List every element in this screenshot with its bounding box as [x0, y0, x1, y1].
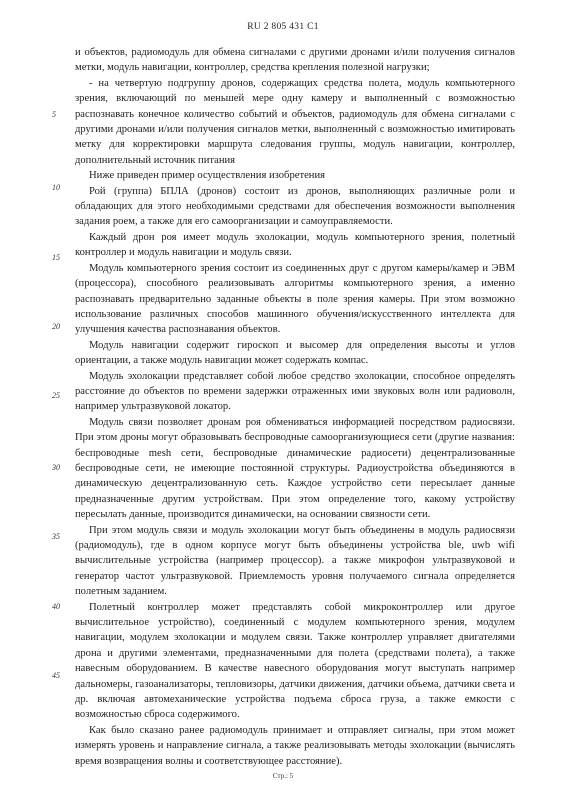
line-number: 40	[52, 602, 60, 611]
paragraph: Полетный контроллер может представлять собой микроконтроллер или другое вычислительное устройство), соединенный с модулем компьютерного зрения, модулем навигации, модулем эхолокации и модулем связи. Также контроллер управляет двигателями дрона и другими элементами, предназначенными для полета (средствами полета), а также навесным оборудованием. В качестве навесного оборудования могут выступать например дальномеры, газоанализаторы, тепловизоры, датчики движения, датчики объема, датчики света и др. включая автомеханические устройства подъема сброса груза, а также емкости с возможностью сброса содержимого.	[75, 601, 515, 721]
paragraph: Модуль эхолокации представляет собой любое средство эхолокации, способное определять расстояние до объектов по времени задержки отраженных ими звуковых волн или радиоволн, например ультразвуковой локатор.	[75, 370, 515, 413]
paragraph: Каждый дрон роя имеет модуль эхолокации, модуль компьютерного зрения, полетный контроллер и модуль навигации и модуль связи.	[75, 231, 515, 259]
paragraph: Ниже приведен пример осуществления изобретения	[89, 170, 325, 182]
paragraph: Модуль связи позволяет дронам роя обмениваться информацией посредством радиосвязи. При этом дроны могут образовывать беспроводные самоорганизующиеся сети (другие названия: беспроводные mesh сети, беспроводные динамические радиосети) децентрализованные беспроводные сети, не имеющие постоянной структуры. Радиоустройства объединяются в динамическую децентрализованную сеть. Каждое устройство сети пересылает данные предназначенные другим устройствам. При этом определение того, какому устройству пересылать данные, производится динамически, на основании связности сети.	[75, 416, 515, 521]
line-number: 30	[52, 463, 60, 472]
line-number: 25	[52, 391, 60, 400]
line-number: 5	[52, 110, 56, 119]
document-header: RU 2 805 431 C1	[247, 22, 319, 32]
paragraph: и объектов, радиомодуль для обмена сигналами с другими дронами и/или получения сигналов метки, модуль навигации, контроллер, средства крепления полезной нагрузки;	[75, 47, 515, 74]
paragraph: Как было сказано ранее радиомодуль принимает и отправляет сигналы, при этом может измерять уровень и направление сигнала, а также реализовывать методы эхолокации (вычислять время возвращения волны и соответствующее расстояние).	[75, 724, 515, 767]
paragraph: Модуль навигации содержит гироскоп и высомер для определения высоты и углов ориентации, а также модуль навигации может содержать компас.	[75, 339, 515, 367]
paragraph: - на четвертую подгруппу дронов, содержащих средства полета, модуль компьютерного зрения, включающий по меньшей мере одну камеру и выполненный с возможностью распознавать конечное количество событий и объектов, радиомодуль для обмена сигналами с другими дронами и/или получения сигналов метки, выполненный с возможностью имитировать метку для корректировки маршрута следования группы, модуль навигации, контроллер, дополнительный источник питания	[75, 77, 515, 166]
line-number: 15	[52, 253, 60, 262]
paragraph: При этом модуль связи и модуль эхолокации могут быть объединены в модуль радиосвязи (радиомодуль), где в одном корпусе могут быть объединены устройства ble, uwb wifi вычислительные устройства (например процессор). а также микрофон ультразвуковой и генератор частот ультразвуковой. Приемлемость уровня получаемого сигнала определяется полетным заданием.	[75, 524, 515, 598]
paragraph: Рой (группа) БПЛА (дронов) состоит из дронов, выполняющих различные роли и обладающих для этого необходимыми средствами для обеспечения возможности выполнения задания роем, а также для его самоорганизации и самоуправляемости.	[75, 185, 515, 228]
line-number: 10	[52, 183, 60, 192]
document-body	[75, 45, 515, 769]
paragraph: Модуль компьютерного зрения состоит из соединенных друг с другом камеры/камер и ЭВМ (процессора), способного реализовывать алгоритмы компьютерного зрения, а именно распознавать предварительно заданные объекты в поле зрения камеры. При этом возможно использование различных способов машинного обучения/искусственного интеллекта для улучшения качества распознавания объектов.	[75, 262, 515, 336]
page-footer: Стр.: 5	[272, 772, 294, 780]
line-number: 20	[52, 322, 60, 331]
line-number: 45	[52, 671, 60, 680]
line-number: 35	[52, 532, 60, 541]
